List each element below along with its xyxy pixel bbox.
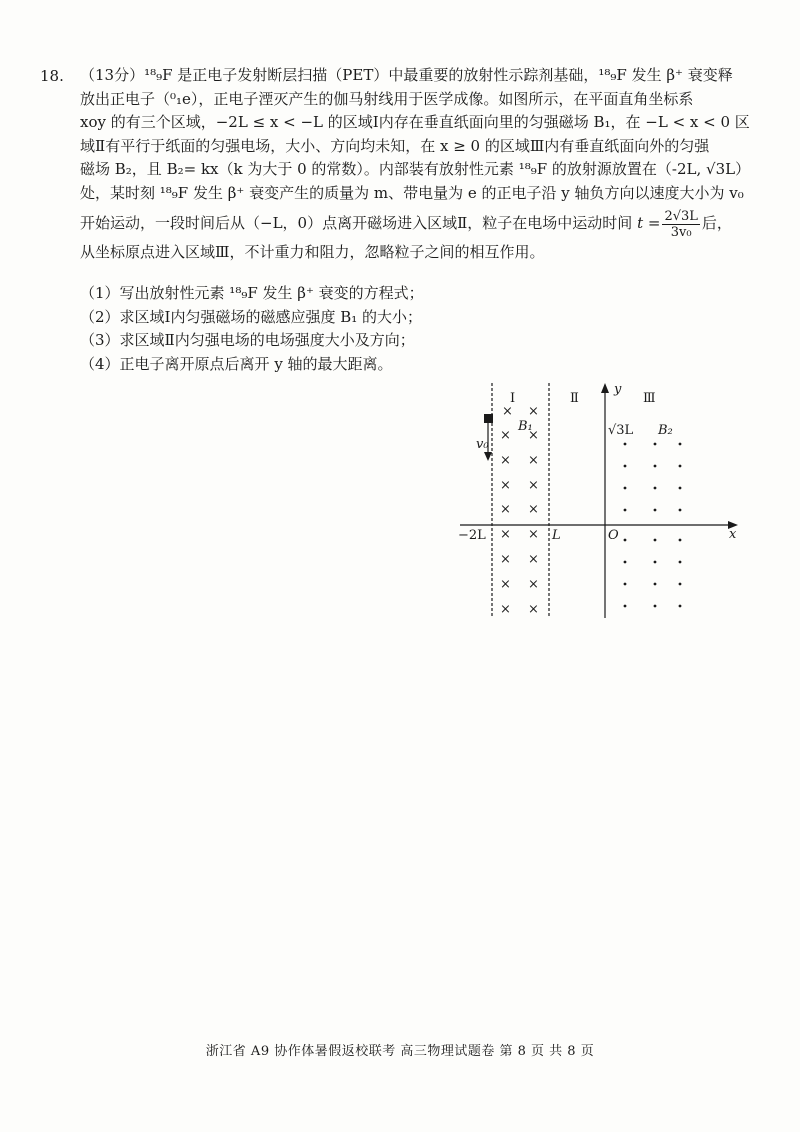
field-dot-mark	[679, 487, 682, 490]
field-dot-mark	[654, 539, 657, 542]
stem-line-7	[80, 205, 770, 241]
field-dot-mark	[679, 465, 682, 468]
region-2-label: Ⅱ	[570, 391, 579, 406]
sub-question-1: （1）写出放射性元素 ¹⁸₉F 发生 β⁺ 衰变的方程式；	[80, 284, 424, 302]
y-axis-arrow	[601, 383, 609, 393]
field-dot-mark	[654, 443, 657, 446]
field-cross-mark: ×	[500, 502, 511, 517]
b1-label: B₁	[518, 419, 533, 434]
field-dot-mark	[654, 509, 657, 512]
field-cross-mark: ×	[500, 602, 511, 617]
field-dot-mark	[624, 509, 627, 512]
field-cross-mark: ×	[500, 552, 511, 567]
field-cross-mark: ×	[528, 552, 539, 567]
field-cross-mark: ×	[500, 478, 511, 493]
x-axis-label: x	[729, 527, 737, 542]
field-dot-mark	[679, 583, 682, 586]
stem-line-8: 从坐标原点进入区域Ⅲ，不计重力和阻力，忽略粒子之间的相互作用。	[80, 243, 545, 261]
field-dot-mark	[654, 561, 657, 564]
time-fraction-numerator: 2√3L	[664, 208, 698, 224]
y-axis-label: y	[614, 382, 622, 397]
sub-questions	[80, 282, 424, 376]
time-eq-prefix: t =	[637, 214, 661, 232]
field-cross-mark: ×	[500, 527, 511, 542]
stem-line-7-text: 开始运动，一段时间后从（−L，0）点离开磁场进入区域Ⅱ，粒子在电场中运动时间	[80, 214, 633, 232]
region-1-label: Ⅰ	[510, 391, 516, 406]
field-cross-mark: ×	[502, 404, 513, 419]
x-tick-negL: L	[552, 528, 561, 543]
b2-label: B₂	[658, 423, 673, 438]
stem-line-5: 磁场 B₂，且 B₂= kx（k 为大于 0 的常数）。内部装有放射性元素 ¹⁸₉F 的放射源放置在（-2L, √3L）	[80, 160, 751, 178]
field-dot-mark	[679, 539, 682, 542]
field-cross-mark: ×	[528, 527, 539, 542]
field-dot-mark	[654, 583, 657, 586]
origin-label: O	[608, 528, 619, 543]
field-cross-mark: ×	[528, 453, 539, 468]
stem-line-6: 处，某时刻 ¹⁸₉F 发生 β⁺ 衰变产生的质量为 m、带电量为 e 的正电子沿 y 轴负方向以速度大小为 v₀	[80, 183, 744, 202]
stem-line-2: 放出正电子（⁰₁e），正电子湮灭产生的伽马射线用于医学成像。如图所示，在平面直角坐标系	[80, 89, 694, 108]
field-dot-mark	[624, 583, 627, 586]
velocity-arrow-head	[484, 452, 492, 461]
field-cross-mark: ×	[528, 602, 539, 617]
time-fraction	[662, 209, 699, 240]
question-number: 18.	[40, 67, 64, 85]
region-3-label: Ⅲ	[643, 391, 656, 406]
field-cross-mark: ×	[500, 577, 511, 592]
y-sqrt3L-label: √3L	[608, 423, 634, 438]
field-dot-mark	[679, 443, 682, 446]
field-dot-mark	[679, 509, 682, 512]
v0-label: v₀	[476, 437, 489, 452]
page-footer: 浙江省 A9 协作体暑假返校联考 高三物理试题卷 第 8 页 共 8 页	[205, 1044, 595, 1059]
field-cross-mark: ×	[500, 453, 511, 468]
field-dot-mark	[679, 561, 682, 564]
sub-question-4: （4）正电子离开原点后离开 y 轴的最大距离。	[80, 354, 393, 373]
b1-field-crosses	[500, 404, 539, 617]
sub-question-3: （3）求区域Ⅱ内匀强电场的电场强度大小及方向；	[80, 331, 415, 349]
time-eq-suffix: 后，	[701, 214, 732, 232]
field-dot-mark	[654, 465, 657, 468]
field-cross-mark: ×	[528, 428, 539, 443]
field-dot-mark	[654, 605, 657, 608]
field-dot-mark	[624, 465, 627, 468]
field-dot-mark	[624, 605, 627, 608]
field-dot-mark	[624, 487, 627, 490]
stem-line-4: 域Ⅱ有平行于纸面的匀强电场，大小、方向均未知，在 x ≥ 0 的区域Ⅲ内有垂直纸面向外的匀强	[80, 136, 710, 155]
radiation-source	[484, 414, 493, 423]
question-stem	[80, 64, 770, 265]
field-cross-mark: ×	[528, 478, 539, 493]
field-cross-mark: ×	[528, 577, 539, 592]
time-fraction-denominator: 3v₀	[670, 224, 692, 240]
field-cross-mark: ×	[528, 404, 539, 419]
x-tick-neg2L: −2L	[458, 528, 486, 543]
field-dot-mark	[679, 605, 682, 608]
sub-question-2: （2）求区域Ⅰ内匀强磁场的磁感应强度 B₁ 的大小；	[80, 307, 423, 326]
field-dot-mark	[624, 561, 627, 564]
field-dot-mark	[624, 539, 627, 542]
field-cross-mark: ×	[500, 428, 511, 443]
stem-line-3: xoy 的有三个区域，−2L ≤ x < −L 的区域Ⅰ内存在垂直纸面向里的匀强磁场 B₁，在 −L < x < 0 区	[80, 113, 750, 131]
stem-line-1: （13分）¹⁸₉F 是正电子发射断层扫描（PET）中最重要的放射性示踪剂基础，¹⁸₉F 发生 β⁺ 衰变释	[80, 66, 733, 84]
field-dot-mark	[654, 487, 657, 490]
field-dot-mark	[624, 443, 627, 446]
field-diagram	[440, 378, 750, 628]
field-cross-mark: ×	[528, 502, 539, 517]
